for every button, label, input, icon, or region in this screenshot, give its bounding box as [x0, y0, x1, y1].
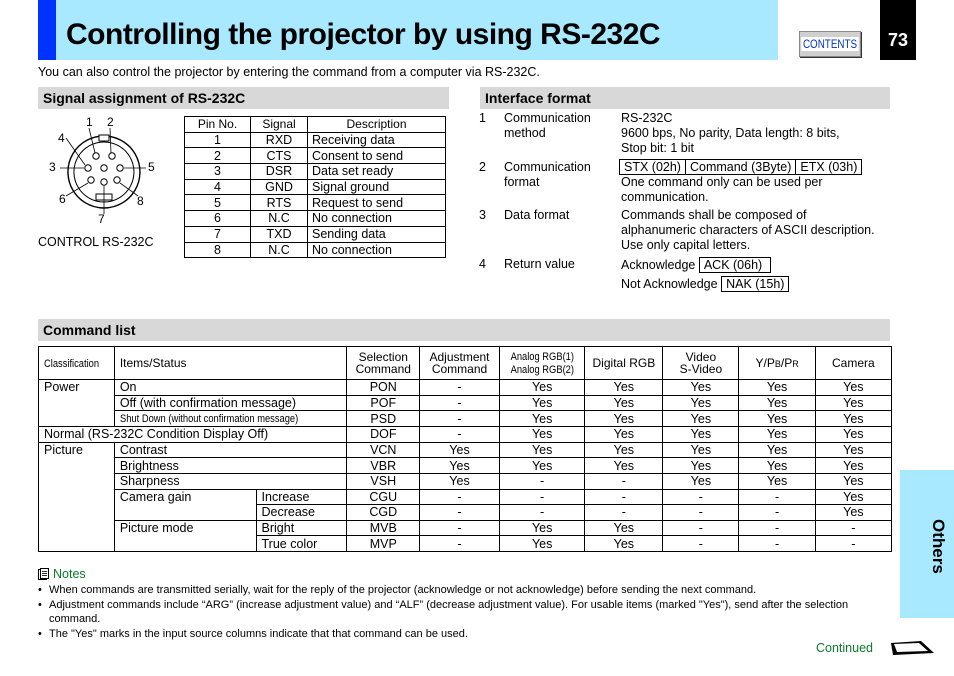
value-cell: - — [420, 536, 500, 552]
description-cell: No connection — [308, 211, 446, 227]
page-title: Controlling the projector by using RS-232C — [66, 18, 661, 51]
pin-cell: 6 — [185, 211, 251, 227]
value-cell: Yes — [663, 458, 739, 474]
command-cell: DOF — [347, 427, 420, 443]
col-header-adjustment — [420, 347, 500, 380]
value-cell: Yes — [420, 473, 500, 489]
nak-box: NAK (15h) — [721, 276, 789, 292]
pin-cell: 4 — [185, 179, 251, 195]
item-text: Shut Down (without confirmation message) — [119, 413, 299, 426]
header-line: Command — [355, 362, 411, 376]
interface-item-num: 3 — [479, 208, 486, 222]
value-cell: - — [739, 505, 815, 521]
value-cell: Yes — [739, 473, 815, 489]
col-header-digital-rgb: Digital RGB — [585, 347, 663, 380]
col-header-video — [663, 347, 739, 380]
detail-line: communication. — [621, 190, 709, 204]
value-cell: Yes — [420, 458, 500, 474]
value-cell: Yes — [815, 411, 891, 427]
continued-link[interactable]: Continued — [816, 641, 873, 655]
interface-item-detail — [621, 208, 875, 253]
table-row — [39, 473, 892, 489]
command-cell: CGD — [347, 505, 420, 521]
description-cell: No connection — [308, 242, 446, 258]
value-cell: Yes — [739, 380, 815, 396]
table-row — [185, 226, 446, 242]
interface-item-num: 1 — [479, 111, 486, 125]
label-line: Communication — [504, 160, 591, 174]
signal-cell: RTS — [251, 195, 308, 211]
value-cell: Yes — [739, 395, 815, 411]
table-row — [39, 411, 892, 427]
classification-label: Classification — [44, 357, 100, 370]
value-cell: Yes — [420, 442, 500, 458]
table-row — [39, 380, 892, 396]
label-line: Communication — [504, 111, 591, 125]
signal-cell: DSR — [251, 164, 308, 180]
item-cell: On — [114, 380, 347, 396]
title-accent-bar — [38, 0, 56, 60]
item-cell: Camera gain — [114, 489, 256, 520]
pin-cell: 8 — [185, 242, 251, 258]
value-cell: - — [739, 489, 815, 505]
value-cell: Yes — [663, 427, 739, 443]
table-row — [185, 195, 446, 211]
pin-label-2: 2 — [107, 115, 114, 129]
pin-label-6: 6 — [59, 192, 66, 206]
value-cell: Yes — [815, 442, 891, 458]
item-cell — [114, 411, 347, 427]
continued-arrow-icon[interactable] — [891, 640, 935, 656]
classification-cell: Picture — [39, 442, 115, 551]
interface-item-label: Return value — [504, 257, 575, 271]
ack-label: Acknowledge — [621, 258, 696, 272]
label-line: method — [504, 126, 546, 140]
table-row — [39, 520, 892, 536]
value-cell: - — [663, 520, 739, 536]
table-row — [185, 164, 446, 180]
table-row — [185, 211, 446, 227]
command-box: Command (3Byte) — [685, 159, 796, 175]
header-line: Command — [431, 362, 488, 376]
description-cell: Data set ready — [308, 164, 446, 180]
signal-cell: GND — [251, 179, 308, 195]
table-header-row — [39, 347, 892, 380]
signal-cell: CTS — [251, 148, 308, 164]
value-cell: - — [420, 505, 500, 521]
command-cell: PSD — [347, 411, 420, 427]
value-cell: Yes — [663, 380, 739, 396]
signal-cell: TXD — [251, 226, 308, 242]
ypbpr-sep: /P — [780, 355, 793, 370]
sub-item-cell: Increase — [256, 489, 347, 505]
value-cell: Yes — [585, 458, 663, 474]
value-cell: Yes — [663, 395, 739, 411]
col-header-items: Items/Status — [114, 347, 347, 380]
others-side-tab-label: Others — [929, 518, 948, 574]
command-cell: CGU — [347, 489, 420, 505]
signal-cell: RXD — [251, 132, 308, 148]
pin-cell: 2 — [185, 148, 251, 164]
pin-label-5: 5 — [148, 160, 155, 174]
connector-label: CONTROL RS-232C — [38, 235, 154, 249]
interface-item-label — [504, 111, 591, 141]
nak-label: Not Acknowledge — [621, 277, 718, 291]
value-cell: - — [815, 536, 891, 552]
value-cell: Yes — [815, 473, 891, 489]
command-list-table — [38, 346, 892, 552]
value-cell: Yes — [815, 395, 891, 411]
value-cell: Yes — [585, 520, 663, 536]
value-cell: - — [815, 520, 891, 536]
table-row — [39, 442, 892, 458]
signal-cell: N.C — [251, 211, 308, 227]
value-cell: - — [499, 505, 585, 521]
notes-heading — [38, 567, 86, 581]
description-cell: Signal ground — [308, 179, 446, 195]
notes-icon — [38, 568, 49, 580]
header-line: Video — [685, 350, 717, 364]
connector-pins — [85, 153, 123, 185]
description-cell: Receiving data — [308, 132, 446, 148]
sub-item-cell: True color — [256, 536, 347, 552]
value-cell: - — [585, 505, 663, 521]
table-row — [185, 242, 446, 258]
description-cell: Request to send — [308, 195, 446, 211]
value-cell: Yes — [499, 442, 585, 458]
pin-label-4: 4 — [58, 131, 65, 145]
value-cell: - — [585, 489, 663, 505]
contents-button-label: CONTENTS — [802, 37, 858, 51]
value-cell: Yes — [815, 380, 891, 396]
pin-cell: 3 — [185, 164, 251, 180]
value-cell: Yes — [499, 411, 585, 427]
description-cell: Sending data — [308, 226, 446, 242]
pin-cell: 1 — [185, 132, 251, 148]
pin-label-3: 3 — [49, 160, 56, 174]
page-number: 73 — [887, 30, 909, 50]
value-cell: - — [663, 505, 739, 521]
ack-box: ACK (06h) — [699, 257, 771, 273]
value-cell: Yes — [585, 395, 663, 411]
signal-section-heading: Signal assignment of RS-232C — [38, 87, 449, 109]
value-cell: - — [420, 411, 500, 427]
pin-cell: 7 — [185, 226, 251, 242]
table-row — [39, 395, 892, 411]
value-cell: - — [420, 520, 500, 536]
header-line: Analog RGB(2) — [510, 364, 574, 376]
stx-box: STX (02h) — [619, 159, 686, 175]
value-cell: Yes — [499, 536, 585, 552]
table-row — [39, 489, 892, 505]
notes-list — [38, 584, 868, 643]
item-cell: Sharpness — [114, 473, 347, 489]
header-line: Selection — [358, 350, 408, 364]
value-cell: Yes — [739, 458, 815, 474]
col-header-camera: Camera — [815, 347, 891, 380]
command-cell: VBR — [347, 458, 420, 474]
item-cell: Off (with confirmation message) — [114, 395, 347, 411]
detail-line: 9600 bps, No parity, Data length: 8 bits, — [621, 126, 840, 140]
sub-item-cell: Bright — [256, 520, 347, 536]
pin-label-1: 1 — [86, 115, 93, 129]
pin-assignment-table — [184, 116, 446, 258]
item-cell: Contrast — [114, 442, 347, 458]
value-cell: Yes — [739, 442, 815, 458]
classification-cell: Power — [39, 380, 115, 427]
value-cell: Yes — [815, 505, 891, 521]
ypbpr-r: R — [792, 358, 799, 369]
contents-button[interactable] — [799, 31, 861, 57]
value-cell: Yes — [815, 458, 891, 474]
table-row — [185, 148, 446, 164]
notes-heading-label: Notes — [53, 567, 86, 581]
note-item: • Adjustment commands include “ARG” (increase adjustment value) and “ALF” (decrease adjustment value). For usable items (marked "Yes"), send after the selection command. — [38, 599, 868, 626]
table-row — [185, 132, 446, 148]
description-cell: Consent to send — [308, 148, 446, 164]
interface-item-detail — [621, 175, 823, 205]
value-cell: Yes — [815, 427, 891, 443]
etx-box: ETX (03h) — [795, 159, 862, 175]
header-line: S-Video — [679, 362, 723, 376]
col-header-classification — [39, 347, 115, 380]
interface-item-num: 4 — [479, 257, 486, 271]
value-cell: Yes — [585, 411, 663, 427]
value-cell: - — [420, 380, 500, 396]
pin-cell: 5 — [185, 195, 251, 211]
detail-line: Use only capital letters. — [621, 238, 751, 252]
value-cell: - — [420, 395, 500, 411]
command-cell: POF — [347, 395, 420, 411]
value-cell: Yes — [585, 536, 663, 552]
detail-line: Commands shall be composed of — [621, 208, 807, 222]
value-cell: Yes — [663, 411, 739, 427]
detail-line: One command only can be used per — [621, 175, 823, 189]
value-cell: - — [663, 536, 739, 552]
command-cell: PON — [347, 380, 420, 396]
value-cell: - — [420, 489, 500, 505]
value-cell: Yes — [585, 442, 663, 458]
interface-item-detail — [621, 111, 840, 156]
value-cell: Yes — [739, 411, 815, 427]
detail-line: RS-232C — [621, 111, 673, 125]
value-cell: - — [739, 536, 815, 552]
command-section-heading: Command list — [38, 319, 890, 341]
value-cell: Yes — [499, 380, 585, 396]
table-header-row — [185, 117, 446, 133]
sub-item-cell: Decrease — [256, 505, 347, 521]
value-cell: Yes — [499, 427, 585, 443]
intro-text: You can also control the projector by entering the command from a computer via RS-232C. — [38, 65, 540, 79]
col-header-pin: Pin No. — [185, 117, 251, 133]
pin-label-8: 8 — [137, 194, 144, 208]
value-cell: - — [499, 473, 585, 489]
col-header-signal: Signal — [251, 117, 308, 133]
header-line: Analog RGB(1) — [510, 351, 574, 363]
value-cell: Yes — [739, 427, 815, 443]
header-line: Adjustment — [429, 350, 490, 364]
interface-item-label: Data format — [504, 208, 570, 222]
col-header-ypbpr — [739, 347, 815, 380]
value-cell: - — [663, 489, 739, 505]
value-cell: Yes — [585, 380, 663, 396]
value-cell: Yes — [815, 489, 891, 505]
item-cell: Picture mode — [114, 520, 256, 551]
detail-line: Stop bit: 1 bit — [621, 141, 694, 155]
value-cell: Yes — [663, 473, 739, 489]
detail-line: alphanumeric characters of ASCII description. — [621, 223, 875, 237]
value-cell: Yes — [585, 427, 663, 443]
command-cell: MVP — [347, 536, 420, 552]
col-header-description: Description — [308, 117, 446, 133]
command-cell: VSH — [347, 473, 420, 489]
signal-cell: N.C — [251, 242, 308, 258]
command-cell: MVB — [347, 520, 420, 536]
value-cell: - — [585, 473, 663, 489]
pin-label-7: 7 — [98, 212, 105, 226]
value-cell: Yes — [499, 395, 585, 411]
connector-key — [99, 135, 109, 141]
table-row — [39, 427, 892, 443]
ack-line — [621, 257, 771, 273]
value-cell: Yes — [663, 442, 739, 458]
note-item: • When commands are transmitted serially, wait for the reply of the projector (acknowledge or not acknowledge) before sending the next command. — [38, 584, 868, 598]
nak-line — [621, 276, 789, 292]
value-cell: - — [739, 520, 815, 536]
value-cell: - — [499, 489, 585, 505]
table-row — [185, 179, 446, 195]
ypbpr-b: B — [774, 358, 781, 369]
label-line: format — [504, 175, 540, 189]
ypbpr-y: Y/P — [755, 355, 775, 370]
interface-item-label — [504, 160, 591, 190]
interface-section-heading: Interface format — [480, 87, 890, 109]
table-row — [39, 458, 892, 474]
command-cell: VCN — [347, 442, 420, 458]
value-cell: - — [420, 427, 500, 443]
col-header-selection — [347, 347, 420, 380]
note-item: • The "Yes" marks in the input source columns indicate that that command can be used. — [38, 628, 868, 642]
classification-cell: Normal (RS-232C Condition Display Off) — [39, 427, 347, 443]
value-cell: Yes — [499, 520, 585, 536]
command-format-boxes — [619, 159, 862, 175]
item-cell: Brightness — [114, 458, 347, 474]
interface-item-num: 2 — [479, 160, 486, 174]
col-header-analog-rgb — [499, 347, 585, 380]
value-cell: Yes — [499, 458, 585, 474]
